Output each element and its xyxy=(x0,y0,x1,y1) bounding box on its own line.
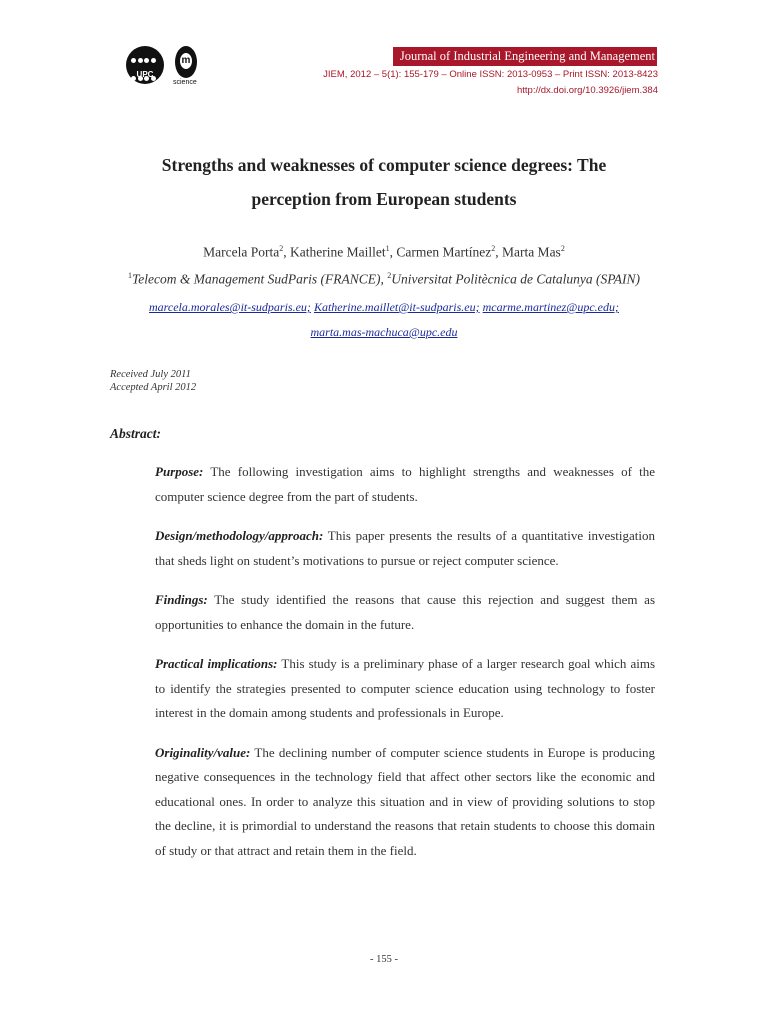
abstract-section-text: The following investigation aims to highlight strengths and weaknesses of the computer science degree from the part of students. xyxy=(155,464,655,504)
abstract-purpose xyxy=(155,460,655,509)
abstract-section-label: Findings: xyxy=(155,592,208,607)
submission-dates xyxy=(110,368,196,394)
email-list xyxy=(110,295,658,345)
email-link[interactable]: Katherine.maillet@it-sudparis.eu; xyxy=(313,300,480,314)
abstract-body xyxy=(155,460,655,878)
omniascience-logo-mark: m xyxy=(175,46,197,78)
email-link[interactable]: marcela.morales@it-sudparis.eu; xyxy=(149,300,311,314)
abstract-design xyxy=(155,524,655,573)
abstract-section-text: This study is a preliminary phase of a larger research goal which aims to identify the strategies presented to computer science education using technology to foster interest in the domain among students and professionals in Europe. xyxy=(155,656,656,720)
abstract-heading: Abstract: xyxy=(110,426,162,441)
author-affil-mark: 1 xyxy=(385,244,390,253)
paper-title-line-2: perception from European students xyxy=(251,189,517,209)
abstract-section-label: Purpose: xyxy=(155,464,204,479)
author-affil-mark: 2 xyxy=(491,244,496,253)
abstract-section-label: Design/methodology/approach: xyxy=(155,528,324,543)
email-link[interactable]: marta.mas-machuca@upc.edu xyxy=(310,325,458,339)
affiliation-list: $^1$Telecom & Management SudParis (FRANCE), $^2$Universitat Politècnica de Catalunya (SPAIN) xyxy=(128,271,640,287)
abstract-findings xyxy=(155,588,655,637)
paper-title-line-1: Strengths and weaknesses of computer science degrees: The xyxy=(161,155,607,175)
affil-mark: 1 xyxy=(128,271,133,280)
journal-issn-line: JIEM, 2012 – 5(1): 155-179 – Online ISSN: 2013-0953 – Print ISSN: 2013-8423 xyxy=(323,69,658,80)
paper-title xyxy=(100,148,668,216)
abstract-section-label: Practical implications: xyxy=(155,656,278,671)
author-affil-mark: 2 xyxy=(560,244,565,253)
author-list: Marcela Porta$^2$, Katherine Maillet$^1$, Carmen Martínez$^2$, Marta Mas$^2$ xyxy=(203,244,565,260)
page-number: - 155 - xyxy=(370,954,398,965)
author-affil-mark: 2 xyxy=(279,244,284,253)
author-name: Carmen Martínez xyxy=(396,244,492,260)
accepted-date: Accepted April 2012 xyxy=(110,382,197,393)
author-name: Katherine Maillet xyxy=(290,244,386,260)
upc-logo-text: UPC xyxy=(136,70,154,79)
author-name: Marta Mas xyxy=(501,244,561,260)
author-name: Marcela Porta xyxy=(203,244,280,260)
abstract-originality xyxy=(155,741,655,864)
journal-doi-link[interactable]: http://dx.doi.org/10.3926/jiem.384 xyxy=(516,85,658,96)
journal-name-banner: Journal of Industrial Engineering and Management xyxy=(393,47,657,66)
abstract-section-label: Originality/value: xyxy=(155,744,251,760)
omniascience-logo-text: science xyxy=(173,79,197,86)
affiliation-name: Universitat Politècnica de Catalunya (SPAIN) xyxy=(391,271,640,287)
affiliation-name: Telecom & Management SudParis (FRANCE) xyxy=(132,271,381,287)
affil-mark: 2 xyxy=(387,271,392,280)
received-date: Received July 2011 xyxy=(110,369,191,380)
upc-logo xyxy=(126,46,164,84)
abstract-section-text: This paper presents the results of a quantitative investigation that sheds light on student’s motivations to pursue or reject computer science. xyxy=(155,528,656,568)
abstract-section-text: The study identified the reasons that cause this rejection and suggest them as opportunities to enhance the domain in the future. xyxy=(155,592,656,632)
email-link[interactable]: mcarme.martinez@upc.edu; xyxy=(482,300,619,314)
abstract-practical-implications xyxy=(155,652,655,726)
omniascience-logo xyxy=(175,46,203,92)
abstract-section-text: The declining number of computer science students in Europe is producing negative consequences in the technology field that affect other sectors like the economic and educational ones. In order to analyze this situation and in view of providing solutions to stop the decline, it is primordial to understand the reasons that retain students to choose this domain of study or that attract and retain them in the field. xyxy=(155,744,656,858)
